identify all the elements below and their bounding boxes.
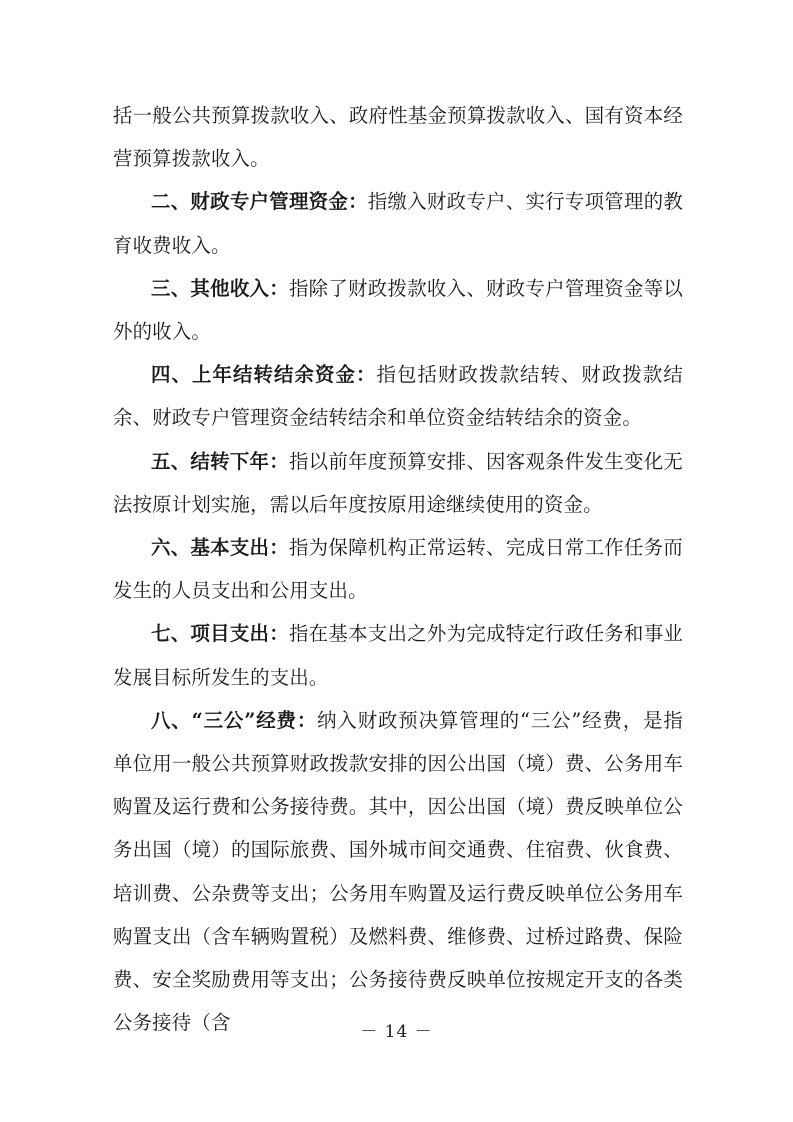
paragraph: [113, 353, 683, 439]
document-body: [113, 94, 683, 1044]
paragraph-lead: 七、项目支出：: [151, 622, 289, 646]
paragraph-text: 指以前年度预算安排、因客观条件发生变化无法按原计划实施，需以后年度按原用途继续使用的资金。: [113, 449, 684, 516]
paragraph-text: 指为保障机构正常运转、完成日常工作任务而发生的人员支出和公用支出。: [113, 536, 684, 603]
paragraph-text: 指包括财政拨款结转、财政拨款结余、财政专户管理资金结转结余和单位资金结转结余的资金。: [113, 363, 684, 430]
paragraph-lead: 八、“三公”经费：: [151, 708, 318, 732]
paragraph: [113, 440, 683, 526]
paragraph-lead: 二、财政专户管理资金：: [151, 190, 368, 214]
paragraph: [113, 526, 683, 612]
paragraph: [113, 267, 683, 353]
paragraph-lead: 五、结转下年：: [151, 449, 289, 473]
paragraph: [113, 612, 683, 698]
paragraph-text: 括一般公共预算拨款收入、政府性基金预算拨款收入、国有资本经营预算拨款收入。: [113, 104, 683, 171]
paragraph: [113, 94, 683, 180]
page-number: － 14 －: [360, 1022, 433, 1042]
paragraph-lead: 六、基本支出：: [151, 536, 289, 560]
paragraph-text: 指缴入财政专户、实行专项管理的教育收费收入。: [113, 190, 684, 257]
paragraph-lead: 四、上年结转结余资金：: [151, 363, 377, 387]
paragraph-lead: 三、其他收入：: [151, 276, 289, 300]
paragraph: [113, 699, 683, 1045]
paragraph-text: 指在基本支出之外为完成特定行政任务和事业发展目标所发生的支出。: [113, 622, 684, 689]
paragraph-text: 纳入财政预决算管理的“三公”经费，是指单位用一般公共预算财政拨款安排的因公出国（境）费、公务用车购置及运行费和公务接待费。其中，因公出国（境）费反映单位公务出国（境）的国际旅费、国外城市间交通费、住宿费、伙食费、培训费、公杂费等支出；公务用车购置及运行费反映单位公务用车购置支出（含车辆购置税）及燃料费、维修费、过桥过路费、保险费、安全奖励费用等支出；公务接待费反映单位按规定开支的各类公务接待（含: [113, 708, 683, 1035]
paragraph: [113, 180, 683, 266]
paragraph-text: 指除了财政拨款收入、财政专户管理资金等以外的收入。: [113, 276, 684, 344]
